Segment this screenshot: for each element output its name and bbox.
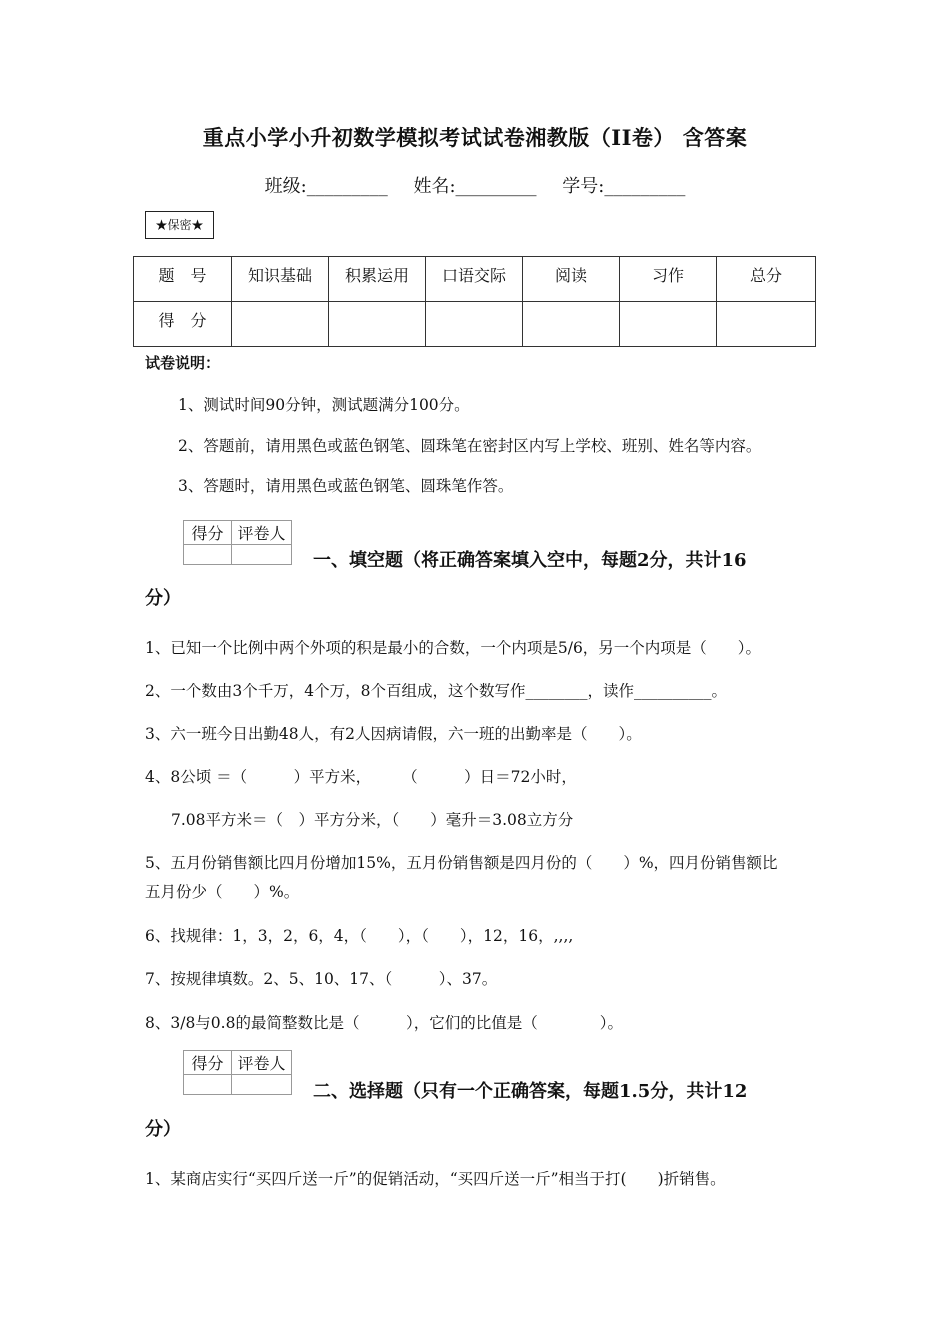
score-table-column: 习作: [620, 257, 717, 302]
grader-box: [183, 1050, 292, 1095]
score-table-column: 阅读: [523, 257, 620, 302]
instruction-item: 2、答题前，请用黑色或蓝色钢笔、圆珠笔在密封区内写上学校、班别、姓名等内容。: [178, 437, 762, 455]
score-table-header-label: 题 号: [134, 257, 232, 302]
grader-box: [183, 520, 292, 565]
score-cell[interactable]: [620, 302, 717, 347]
grader-score-cell[interactable]: [184, 545, 232, 565]
question: 6、找规律：1，3，2，6，4，（ ），（ ），12，16，,,,,: [145, 927, 574, 945]
grader-name-label: 评卷人: [232, 1051, 292, 1075]
score-table: [133, 256, 816, 347]
score-cell[interactable]: [717, 302, 816, 347]
section-2-title: 二、选择题（只有一个正确答案，每题1.5分，共计12: [313, 1081, 748, 1102]
question: 8、3/8与0.8的最简整数比是（ ），它们的比值是（ ）。: [145, 1014, 623, 1032]
grader-score-label: 得分: [184, 1051, 232, 1075]
score-row-label: 得 分: [134, 302, 232, 347]
score-cell[interactable]: [426, 302, 523, 347]
question: 4、8公顷 ＝（ ）平方米， （ ）日＝72小时，: [145, 768, 577, 786]
page-title: 重点小学小升初数学模拟考试试卷湘教版（II卷） 含答案: [202, 125, 748, 150]
score-cell[interactable]: [329, 302, 426, 347]
question: 2、一个数由3个千万，4个万，8个百组成，这个数写作________，读作__________。: [145, 682, 727, 700]
question: 3、六一班今日出勤48人，有2人因病请假，六一班的出勤率是（ ）。: [145, 725, 642, 743]
grader-name-cell[interactable]: [232, 545, 292, 565]
score-cell[interactable]: [232, 302, 329, 347]
score-table-column: 口语交际: [426, 257, 523, 302]
question: 7、按规律填数。2、5、10、17、（ ）、37。: [145, 970, 498, 988]
grader-name-label: 评卷人: [232, 521, 292, 545]
question: 1、已知一个比例中两个外项的积是最小的合数，一个内项是5/6，另一个内项是（ ）。: [145, 639, 762, 657]
question: 1、某商店实行“买四斤送一斤”的促销活动，“买四斤送一斤”相当于打( )折销售。: [145, 1170, 726, 1188]
question-continuation: 7.08平方米＝（ ）平方分米，（ ）毫升＝3.08立方分: [171, 811, 574, 829]
score-table-column: 总分: [717, 257, 816, 302]
question-continuation: 五月份少（ ）%。: [145, 883, 300, 901]
score-table-column: 知识基础: [232, 257, 329, 302]
question: 5、五月份销售额比四月份增加15%，五月份销售额是四月份的（ ）%，四月份销售额比: [145, 854, 778, 872]
student-id-field[interactable]: 学号:_________: [562, 176, 686, 197]
grader-score-cell[interactable]: [184, 1075, 232, 1095]
secret-badge: ★保密★: [145, 211, 214, 239]
section-1-title: 一、填空题（将正确答案填入空中，每题2分，共计16: [313, 550, 747, 571]
instruction-item: 1、测试时间90分钟，测试题满分100分。: [178, 396, 470, 414]
score-cell[interactable]: [523, 302, 620, 347]
score-table-column: 积累运用: [329, 257, 426, 302]
grader-score-label: 得分: [184, 521, 232, 545]
section-1-title-cont: 分）: [145, 588, 181, 609]
name-field[interactable]: 姓名:_________: [413, 176, 537, 197]
grader-name-cell[interactable]: [232, 1075, 292, 1095]
section-2-title-cont: 分）: [145, 1119, 181, 1140]
student-info: [0, 172, 950, 198]
instruction-item: 3、答题时，请用黑色或蓝色钢笔、圆珠笔作答。: [178, 477, 514, 495]
class-field[interactable]: 班级:_________: [264, 176, 388, 197]
instructions-heading: 试卷说明：: [145, 354, 221, 372]
